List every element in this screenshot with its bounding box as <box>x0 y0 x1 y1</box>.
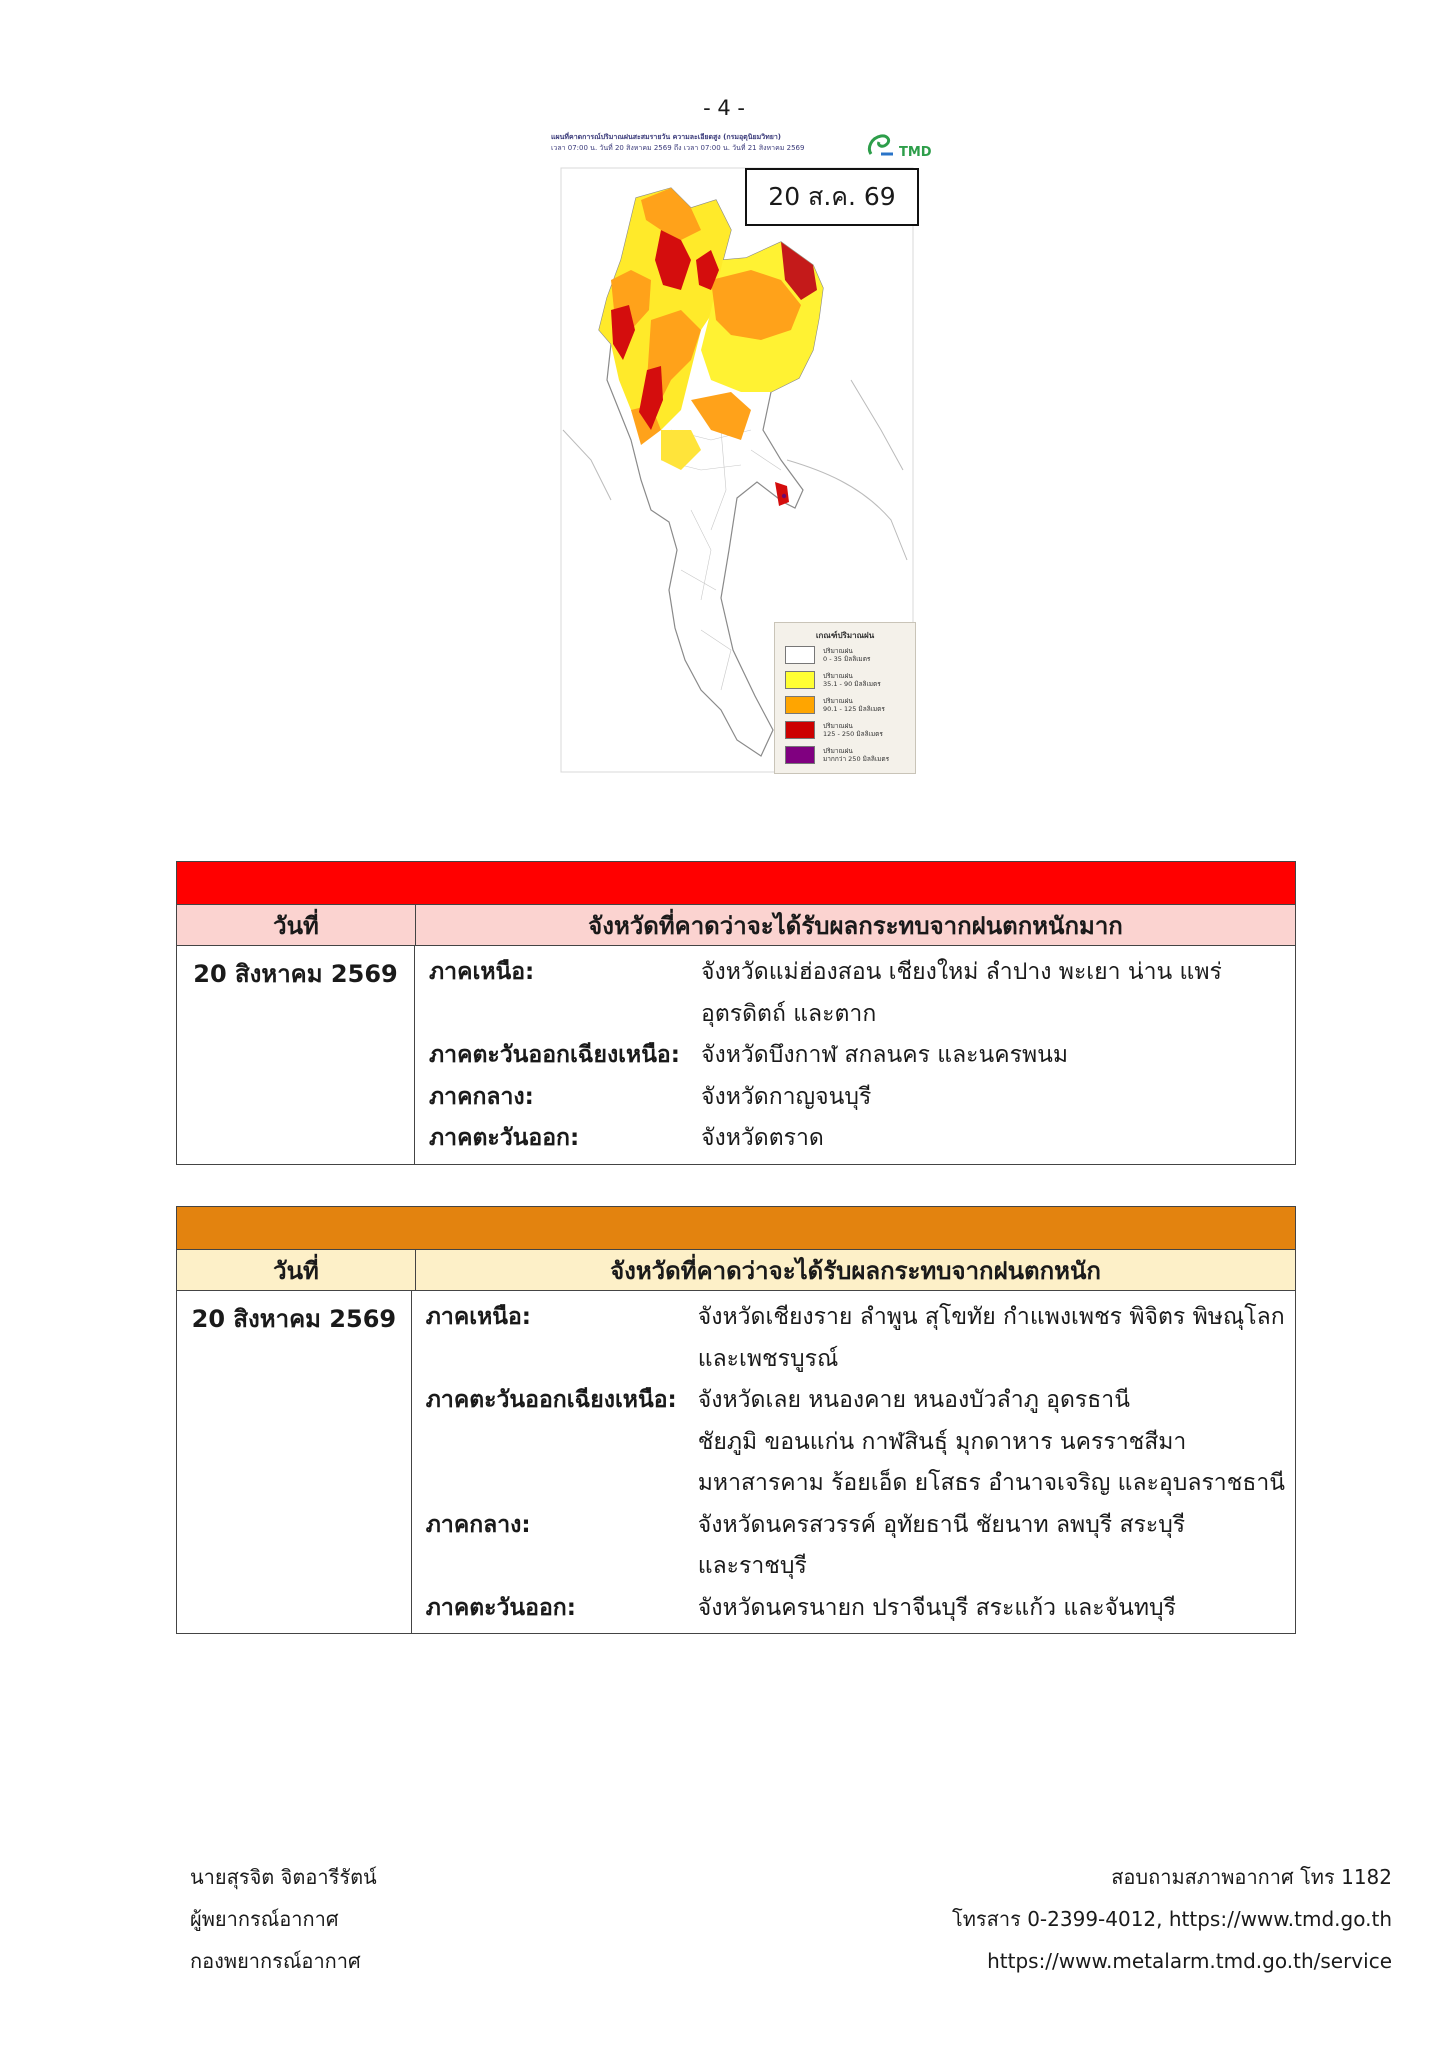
rainfall-legend <box>774 622 916 774</box>
province-list-line: ชัยภูมิ ขอนแก่น กาฬสินธุ์ มุกดาหาร นครราชสีมา <box>697 1428 1187 1455</box>
region-north <box>429 952 1285 1035</box>
metalarm-link: https://www.metalarm.tmd.go.th/service <box>987 1949 1392 1973</box>
forecast-date: 20 สิงหาคม 2569 <box>177 946 415 1164</box>
map-header <box>551 132 851 154</box>
legend-swatch <box>785 696 815 714</box>
regions-cell <box>412 1291 1295 1633</box>
legend-swatch <box>785 671 815 689</box>
legend-range: 0 - 35 มิลลิเมตร <box>823 655 871 663</box>
legend-swatch <box>785 646 815 664</box>
map-date-label: 20 ส.ค. 69 <box>745 168 919 226</box>
table-row <box>177 1291 1295 1633</box>
region-name: ภาคเหนือ: <box>429 959 535 985</box>
region-central <box>426 1505 1285 1588</box>
legend-item <box>775 743 915 767</box>
legend-range: 125 - 250 มิลลิเมตร <box>823 730 883 738</box>
table-header-row <box>177 905 1295 946</box>
province-list-line: และราชบุรี <box>697 1553 807 1579</box>
province-list-line: จังหวัดนครสวรรค์ อุทัยธานี ชัยนาท ลพบุรี สระบุรี <box>697 1511 1186 1538</box>
rainfall-forecast-map <box>551 130 932 776</box>
table-header-row <box>177 1250 1295 1291</box>
province-list-line: จังหวัดกาญจนบุรี <box>701 1083 872 1110</box>
region-name: ภาคตะวันออก: <box>425 1594 576 1621</box>
province-list-line: และเพชรบูรณ์ <box>697 1345 839 1372</box>
fax-and-website: โทรสาร 0-2399-4012, https://www.tmd.go.th <box>952 1907 1392 1931</box>
region-north <box>426 1297 1285 1380</box>
region-northeast <box>426 1380 1285 1505</box>
legend-swatch <box>785 746 815 764</box>
legend-swatch <box>785 721 815 739</box>
tmd-logo-text: TMD <box>899 145 932 160</box>
provinces-column-header: จังหวัดที่คาดว่าจะได้รับผลกระทบจากฝนตกหนัก <box>610 1256 1101 1285</box>
legend-item <box>775 643 915 667</box>
warning-color-bar <box>177 1207 1295 1250</box>
forecast-date: 20 สิงหาคม 2569 <box>177 1291 412 1633</box>
province-list-line: จังหวัดเลย หนองคาย หนองบัวลำภู อุดรธานี <box>697 1387 1130 1413</box>
very-heavy-rain-table <box>176 861 1296 1165</box>
heavy-rain-table <box>176 1206 1296 1634</box>
province-list-line: จังหวัดแม่ฮ่องสอน เชียงใหม่ ลำปาง พะเยา น่าน แพร่ <box>701 959 1222 985</box>
legend-item <box>775 718 915 742</box>
weather-hotline: สอบถามสภาพอากาศ โทร 1182 <box>1111 1865 1392 1889</box>
legend-label: ปริมาณฝน <box>823 672 853 680</box>
legend-item <box>775 668 915 692</box>
date-column-header: วันที่ <box>177 1250 416 1290</box>
legend-label: ปริมาณฝน <box>823 697 853 705</box>
region-east <box>429 1118 1285 1160</box>
legend-range: 35.1 - 90 มิลลิเมตร <box>823 680 881 688</box>
region-name: ภาคตะวันออก: <box>429 1125 580 1151</box>
region-name: ภาคตะวันออกเฉียงเหนือ: <box>429 1042 680 1068</box>
region-name: ภาคกลาง: <box>425 1511 531 1538</box>
province-list-line: จังหวัดเชียงราย ลำพูน สุโขทัย กำแพงเพชร พิจิตร พิษณุโลก <box>697 1304 1285 1330</box>
region-central <box>429 1077 1285 1119</box>
legend-label: ปริมาณฝน <box>823 647 853 655</box>
province-list-line: จังหวัดนครนายก ปราจีนบุรี สระแก้ว และจันทบุรี <box>697 1594 1176 1621</box>
region-name: ภาคกลาง: <box>429 1083 534 1110</box>
forecaster-signature-block <box>190 1856 377 1982</box>
forecaster-division: กองพยากรณ์อากาศ <box>190 1949 361 1973</box>
map-header-period: เวลา 07:00 น. วันที่ 20 สิงหาคม 2569 ถึง เวลา 07:00 น. วันที่ 21 สิงหาคม 2569 <box>551 144 805 152</box>
province-list-line: มหาสารคาม ร้อยเอ็ด ยโสธร อำนาจเจริญ และอุบลราชธานี <box>697 1470 1285 1496</box>
map-header-title: แผนที่คาดการณ์ปริมาณฝนสะสมรายวัน ความละเอียดสูง (กรมอุตุนิยมวิทยา) <box>551 133 782 141</box>
province-list-line: จังหวัดบึงกาฬ สกลนคร และนครพนม <box>701 1042 1069 1068</box>
legend-range: มากกว่า 250 มิลลิเมตร <box>823 755 890 763</box>
date-column-header: วันที่ <box>177 905 416 945</box>
forecaster-name: นายสุรจิต จิตอารีรัตน์ <box>190 1865 377 1889</box>
regions-cell <box>415 946 1295 1164</box>
page-number: - 4 - <box>703 96 745 120</box>
warning-color-bar <box>177 862 1295 905</box>
legend-title: เกณฑ์ปริมาณฝน <box>815 631 875 640</box>
forecaster-title: ผู้พยากรณ์อากาศ <box>190 1907 339 1931</box>
region-name: ภาคเหนือ: <box>425 1304 531 1330</box>
region-name: ภาคตะวันออกเฉียงเหนือ: <box>425 1387 677 1413</box>
province-list-line: อุตรดิตถ์ และตาก <box>701 1000 877 1027</box>
legend-range: 90.1 - 125 มิลลิเมตร <box>823 705 885 713</box>
legend-label: ปริมาณฝน <box>823 722 853 730</box>
table-row <box>177 946 1295 1164</box>
legend-label: ปริมาณฝน <box>823 747 853 755</box>
provinces-column-header: จังหวัดที่คาดว่าจะได้รับผลกระทบจากฝนตกหนักมาก <box>588 911 1123 940</box>
region-east <box>426 1588 1285 1630</box>
province-list-line: จังหวัดตราด <box>701 1125 824 1151</box>
legend-item <box>775 693 915 717</box>
region-northeast <box>429 1035 1285 1077</box>
contact-info <box>952 1856 1392 1982</box>
